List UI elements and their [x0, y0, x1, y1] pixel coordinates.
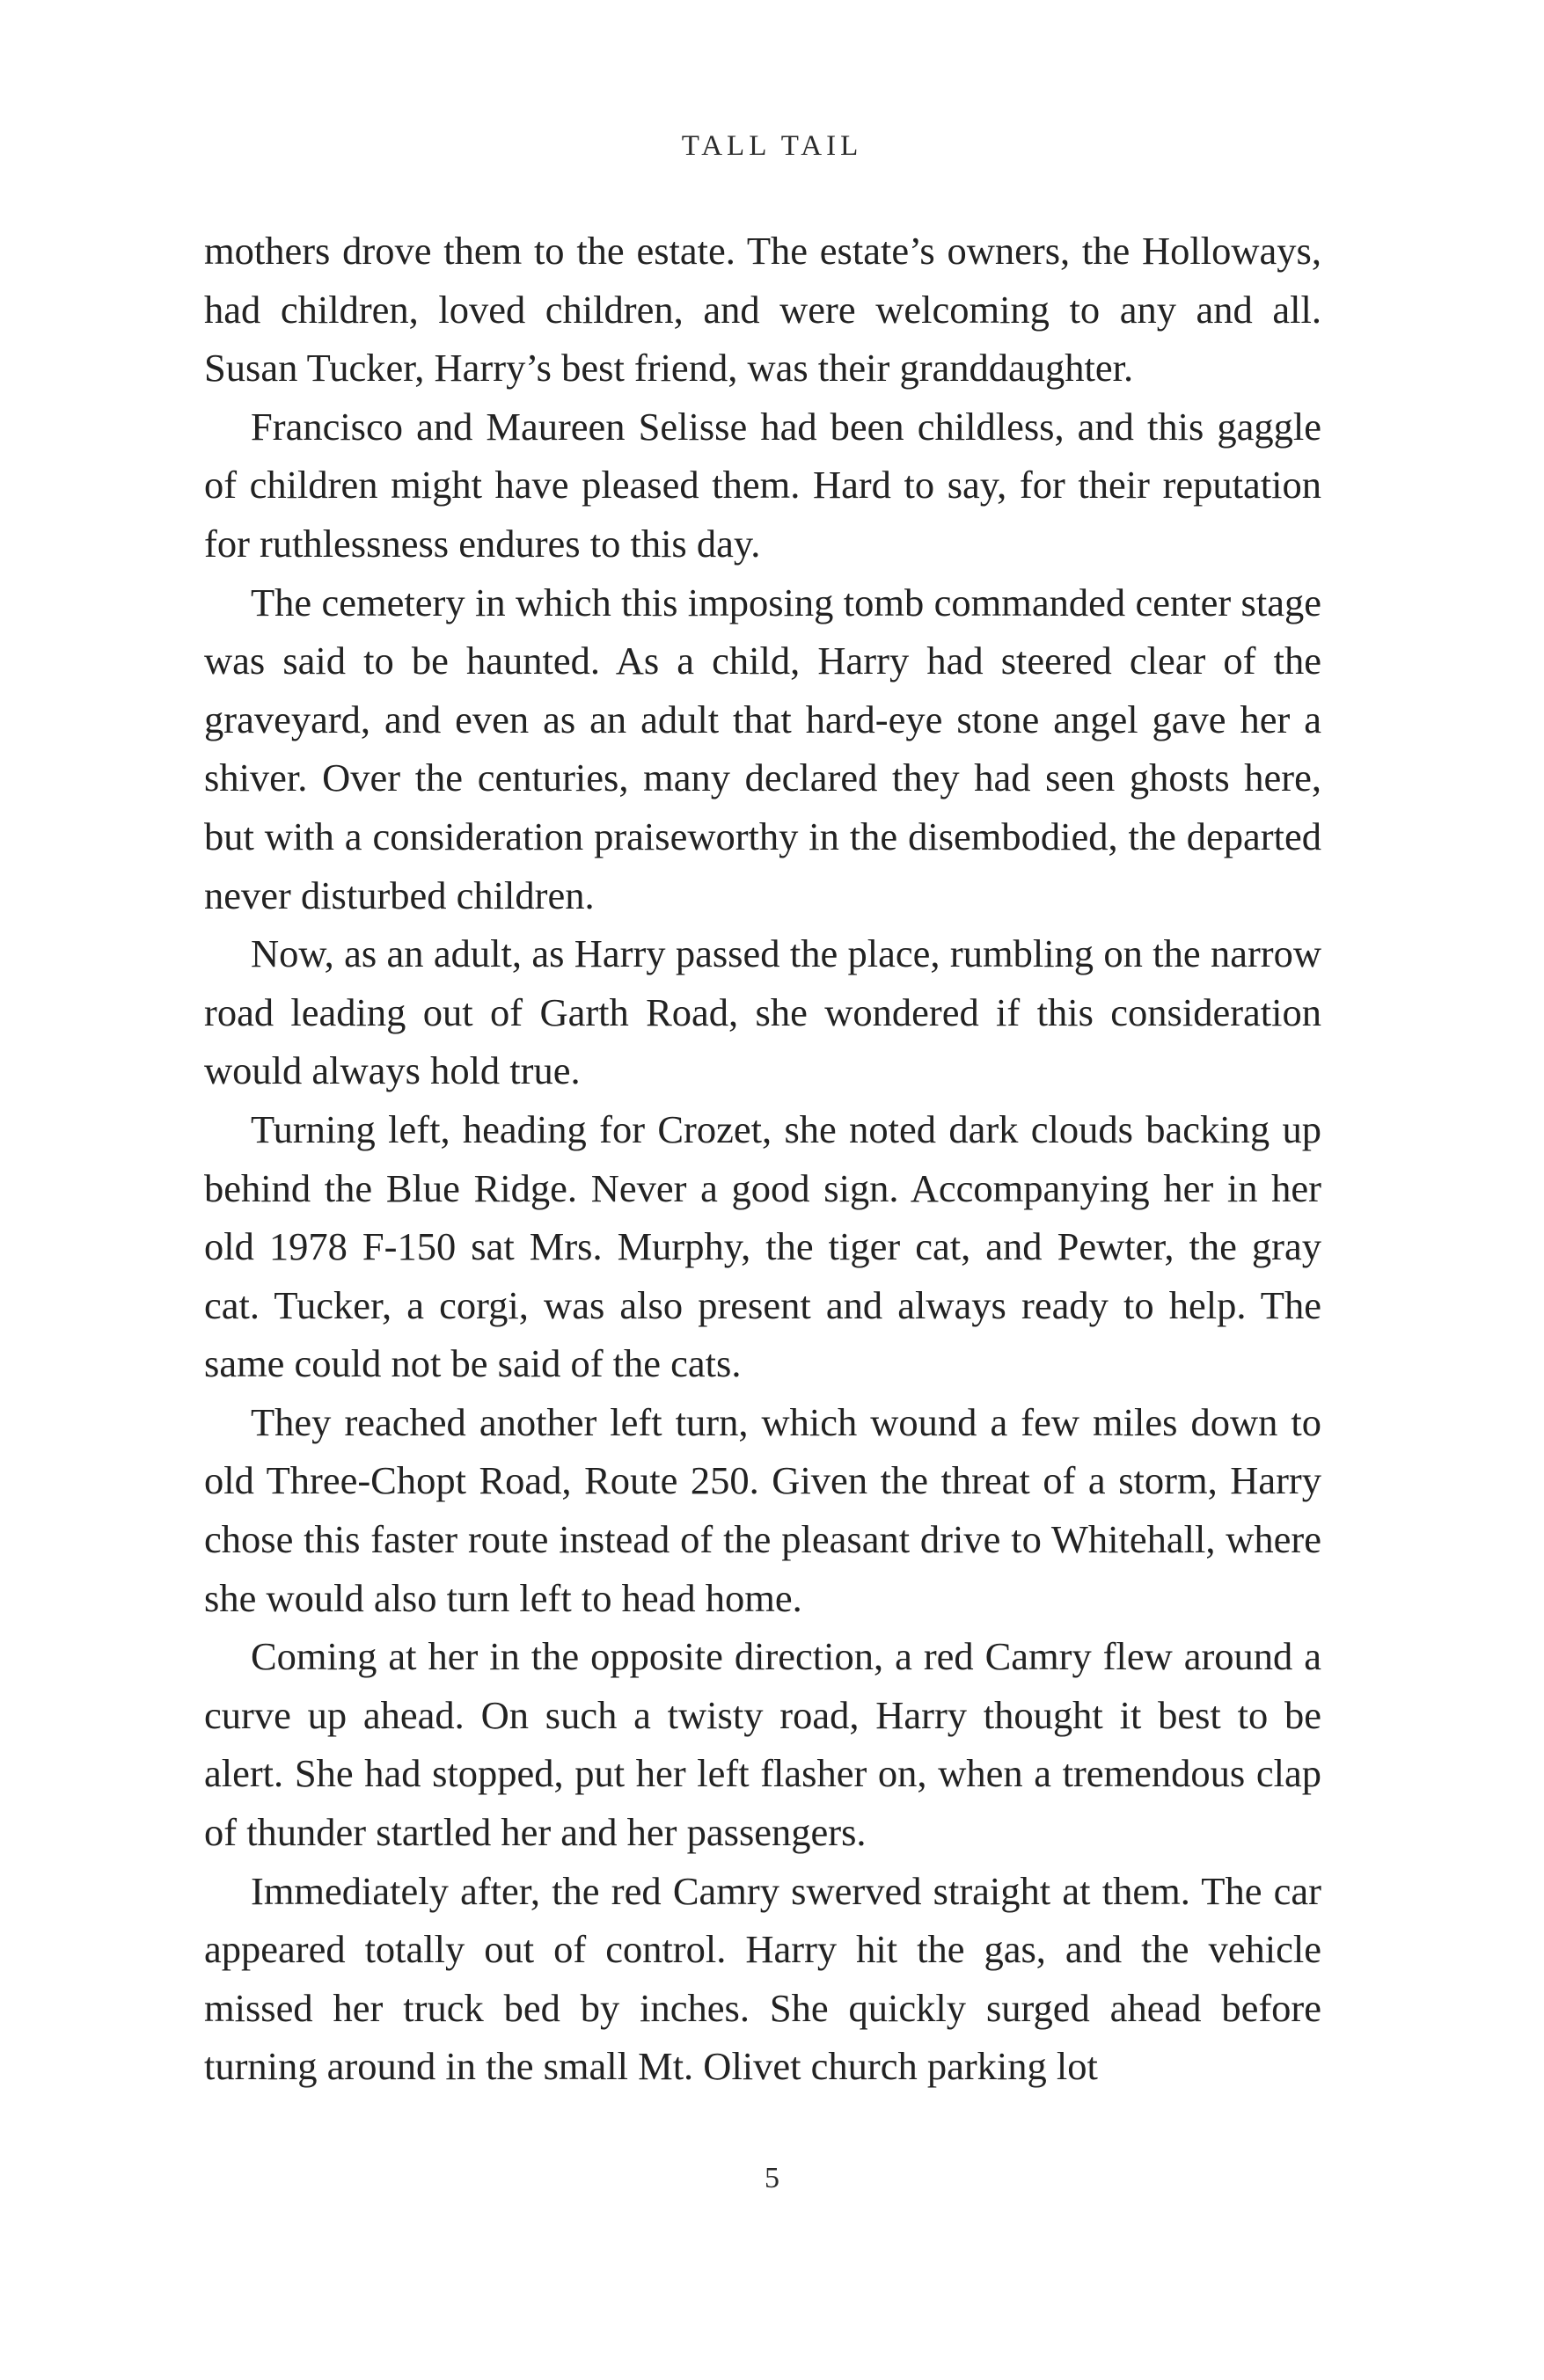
paragraph: They reached another left turn, which wound a few miles down to old Three-Chopt Road, Route 250. Given the threat of a storm, Harry chose this faster route instead of the pleasant drive to Whitehall, where she would also turn left to head home.: [204, 1399, 1321, 1620]
paragraph: mothers drove them to the estate. The estate’s owners, the Holloways, had children, loved children, and were welcoming to any and all. Susan Tucker, Harry’s best friend, was their granddaughter.: [204, 229, 1321, 391]
running-head: TALL TAIL: [681, 130, 863, 162]
paragraph: Turning left, heading for Crozet, she noted dark clouds backing up behind the Blue Ridge. Never a good sign. Accompanying her in her old 1978 F-150 sat Mrs. Murphy, the tiger cat, and Pewter, the gray cat. Tucker, a corgi, was also present and always ready to help. The same could not be said of the cats.: [204, 1106, 1321, 1386]
paragraph: Immediately after, the red Camry swerved straight at them. The car appeared totally out of control. Harry hit the gas, and the vehicle missed her truck bed by inches. She quickly surged ahead before turning around in the small Mt. Olivet church parking lot: [204, 1868, 1321, 2089]
body-text: [204, 222, 1321, 2096]
paragraph: Now, as an adult, as Harry passed the place, rumbling on the narrow road leading out of Garth Road, she wondered if this consideration would always hold true.: [204, 931, 1321, 1093]
paragraph: Coming at her in the opposite direction, a red Camry flew around a curve up ahead. On such a twisty road, Harry thought it best to be alert. She had stopped, put her left flasher on, when a tremendous clap of thunder startled her and her passengers.: [204, 1634, 1321, 1855]
paragraph: Francisco and Maureen Selisse had been childless, and this gaggle of children might have pleased them. Hard to say, for their reputation for ruthlessness endures to this day.: [204, 404, 1321, 566]
page-number: 5: [765, 2162, 779, 2194]
paragraph: The cemetery in which this imposing tomb commanded center stage was said to be haunted. As a child, Harry had steered clear of the graveyard, and even as an adult that hard-eye stone angel gave her a shiver. Over the centuries, many declared they had seen ghosts here, but with a consideration praiseworthy in the disembodied, the departed never disturbed children.: [204, 580, 1321, 917]
